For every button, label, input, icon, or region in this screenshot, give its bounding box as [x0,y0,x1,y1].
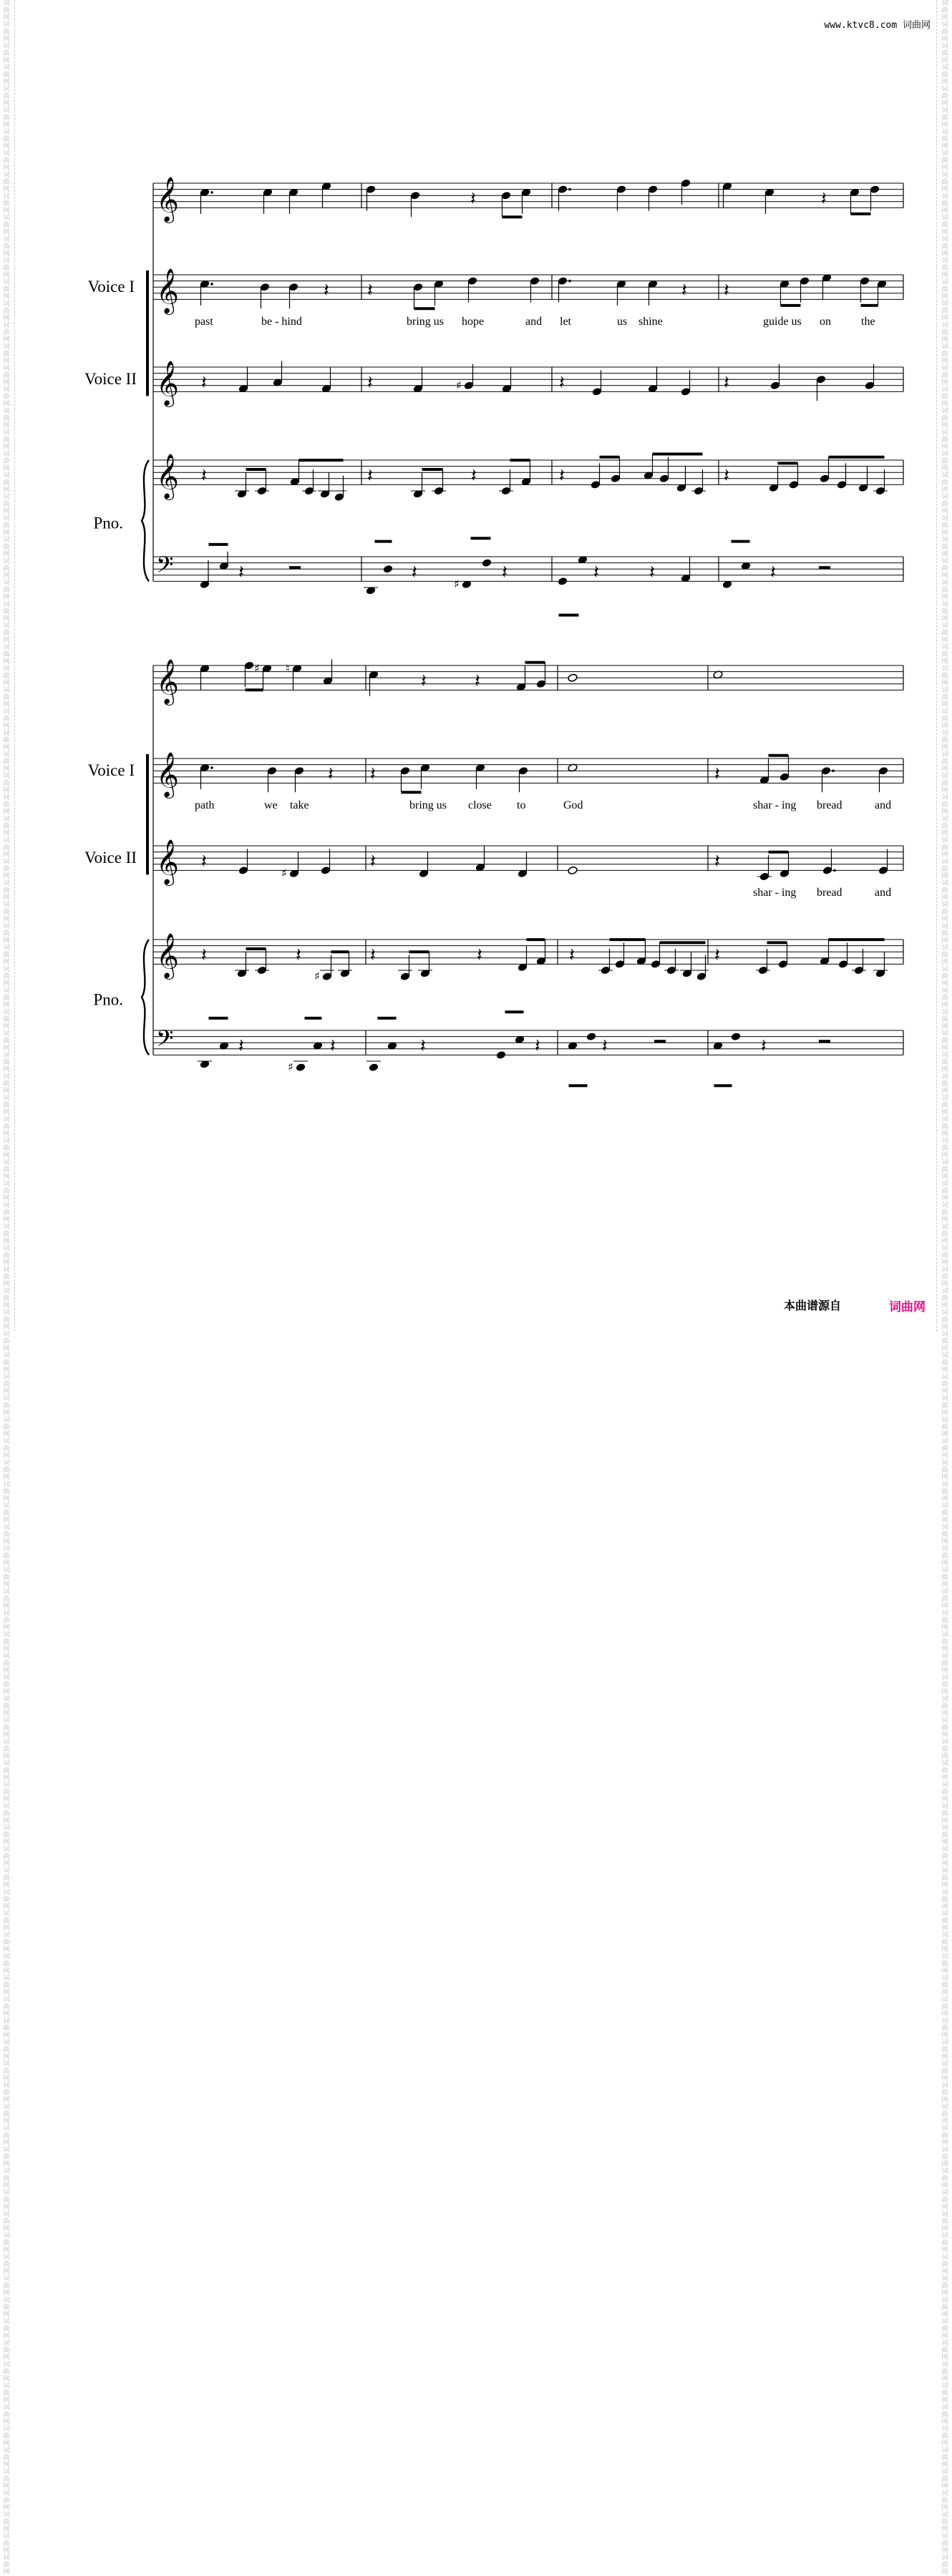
half-rest-icon [819,1040,830,1043]
half-rest-icon [654,1040,666,1043]
dot [210,283,213,286]
voice1-lyric-3: bring us [409,799,447,811]
note-head [731,1032,741,1040]
dot [833,869,836,872]
voice1-lyric-4: close [468,799,492,811]
voice1-lyric-8: bread [817,799,842,811]
voice1-lyric-0: past [195,316,213,328]
left-watermark-strip: 词曲网词曲网词曲网词曲网词曲网词曲网词曲网词曲网词曲网词曲网词曲网词曲网词曲网词曲网词曲网词曲网词曲网词曲网词曲网词曲网词曲网词曲网词曲网词曲网词曲网词曲网词曲网词曲网词曲网词曲网词曲网词曲网词曲网词曲网词曲网词曲网词曲网词曲网词曲网词曲网词曲网词曲网词曲网词曲网词曲网词曲网词曲网词曲网词曲网词曲网词曲网词曲网词曲网词曲网词曲网词曲网词曲网词曲网词曲网词曲网词曲网词曲网词曲网词曲网词曲网词曲网词曲网词曲网词曲网词曲网词曲网词曲网词曲网词曲网词曲网词曲网词曲网词曲网词曲网词曲网词曲网词曲网词曲网词曲网词曲网词曲网词曲网词曲网词曲网词曲网词曲网词曲网词曲网词曲网词曲网词曲网词曲网词曲网词曲网词曲网词曲网词曲网词曲网词曲网词曲网词曲网词曲网词曲网词曲网词曲网词曲网词曲网词曲网词曲网词曲网词曲网词曲网词曲网词曲网词曲网 [3,0,10,2576]
quarter-rest-icon: 𝄽 [370,763,376,785]
quarter-rest-icon: 𝄽 [330,1035,336,1057]
quarter-rest-icon: 𝄽 [201,850,207,872]
treble-clef-icon: 𝄞 [156,751,179,797]
quarter-rest-icon: 𝄽 [602,1035,608,1057]
quarter-rest-icon: 𝄽 [470,187,476,210]
note-head [482,558,492,567]
quarter-rest-icon: 𝄽 [238,1035,244,1057]
voice1-lyric-9: and [875,799,892,811]
quarter-rest-icon: 𝄽 [421,670,427,692]
quarter-rest-icon: 𝄽 [324,279,329,301]
piano-left-staff [153,552,903,583]
quarter-rest-icon: 𝄽 [201,371,207,394]
piano-left-staff [153,1025,903,1057]
quarter-rest-icon: 𝄽 [649,561,655,583]
voice1-lyric-1: be - hind [261,316,302,328]
quarter-rest-icon: 𝄽 [201,944,207,966]
voice1-lyric-7: shine [638,316,663,328]
voice1-lyric-4: and [525,316,543,328]
voice1-staff [153,751,903,799]
quarter-rest-icon: 𝄽 [370,850,376,872]
voice1-lyric-6: God [563,799,583,811]
voice1-staff [153,268,903,315]
voice1-lyric-0: path [195,799,215,811]
voice2-label: Voice II [84,849,137,867]
quarter-rest-icon: 𝄽 [420,1035,426,1057]
voice1-lyric-5: to [517,799,526,811]
melody-staff [153,176,903,223]
quarter-rest-icon: 𝄽 [367,279,373,301]
quarter-rest-icon: 𝄽 [714,850,720,872]
voice1-lyric-9: on [820,316,831,328]
treble-clef-icon: 𝄞 [156,453,179,499]
quarter-rest-icon: 𝄽 [559,371,565,394]
quarter-rest-icon: 𝄽 [714,763,720,785]
quarter-rest-icon: 𝄽 [328,763,334,785]
quarter-rest-icon: 𝄽 [477,944,482,966]
quarter-rest-icon: 𝄽 [412,561,417,583]
treble-clef-icon: 𝄞 [156,932,179,978]
voice2-label: Voice II [84,370,137,388]
quarter-rest-icon: 𝄽 [471,464,477,487]
voice1-lyric-10: the [861,316,875,328]
quarter-rest-icon: 𝄽 [724,371,729,394]
voice2-lyric-2: and [875,887,892,899]
sharp-icon: ♯ [454,577,460,591]
voice1-lyric-5: let [560,316,571,328]
note-head [568,673,578,682]
piano-brace [142,460,149,581]
quarter-rest-icon: 𝄽 [367,371,373,394]
footer-brand: 词曲网 [889,1300,926,1314]
sharp-icon: ♯ [314,969,320,983]
piano-label: Pno. [93,990,123,1009]
sharp-icon: ♯ [254,661,260,675]
note-head [383,565,393,573]
quarter-rest-icon: 𝄽 [559,464,565,487]
voice1-label: Voice I [87,761,135,779]
voice2-lyric-0: shar - ing [753,887,797,899]
natural-icon: ♮ [286,661,290,675]
voice1-lyric-6: us [617,316,628,328]
quarter-rest-icon: 𝄽 [761,1035,767,1057]
quarter-rest-icon: 𝄽 [201,464,207,487]
quarter-rest-icon: 𝄽 [296,944,301,966]
voice2-staff [153,360,903,407]
treble-clef-icon: 𝄞 [156,839,179,884]
quarter-rest-icon: 𝄽 [238,561,244,583]
voice1-lyric-1: we [264,799,278,811]
note-head [586,1032,596,1040]
piano-label: Pno. [93,514,123,532]
quarter-rest-icon: 𝄽 [681,279,687,301]
voice2-staff [153,839,903,886]
quarter-rest-icon: 𝄽 [502,561,507,583]
treble-clef-icon: 𝄞 [156,360,179,406]
dot [832,769,835,772]
half-rest-icon [289,566,301,569]
voice1-lyric-7: shar - ing [753,799,797,811]
quarter-rest-icon: 𝄽 [724,464,729,487]
sharp-icon: ♯ [456,378,462,392]
voice1-lyric-2: take [290,799,309,811]
dot [568,188,571,191]
piano-brace [142,940,149,1055]
note-head [496,1050,506,1059]
system-1 [84,176,903,615]
note-head [568,866,578,874]
voice1-lyric-8: guide us [763,316,802,328]
treble-clef-icon: 𝄞 [156,176,179,222]
dot [210,766,213,769]
note-head [296,1063,306,1071]
voice1-label: Voice I [87,278,135,296]
system-2 [84,658,903,1085]
quarter-rest-icon: 𝄽 [724,279,729,301]
quarter-rest-icon: 𝄽 [535,1035,540,1057]
voice1-lyric-3: hope [462,316,485,328]
quarter-rest-icon: 𝄽 [370,944,376,966]
quarter-rest-icon: 𝄽 [475,670,480,692]
dot [568,280,571,283]
quarter-rest-icon: 𝄽 [714,944,720,966]
quarter-rest-icon: 𝄽 [770,561,776,583]
site-header: www.ktvc8.com 词曲网 [824,20,931,31]
quarter-rest-icon: 𝄽 [821,187,827,210]
note-head [369,1063,379,1071]
note-head [558,577,568,585]
right-watermark-strip: 词曲网词曲网词曲网词曲网词曲网词曲网词曲网词曲网词曲网词曲网词曲网词曲网词曲网词曲网词曲网词曲网词曲网词曲网词曲网词曲网词曲网词曲网词曲网词曲网词曲网词曲网词曲网词曲网词曲网词曲网词曲网词曲网词曲网词曲网词曲网词曲网词曲网词曲网词曲网词曲网词曲网词曲网词曲网词曲网词曲网词曲网词曲网词曲网词曲网词曲网词曲网词曲网词曲网词曲网词曲网词曲网词曲网词曲网词曲网词曲网词曲网词曲网词曲网词曲网词曲网词曲网词曲网词曲网词曲网词曲网词曲网词曲网词曲网词曲网词曲网词曲网词曲网词曲网词曲网词曲网词曲网词曲网词曲网词曲网词曲网词曲网词曲网词曲网词曲网词曲网词曲网词曲网词曲网词曲网词曲网词曲网词曲网词曲网词曲网词曲网词曲网词曲网词曲网词曲网词曲网词曲网词曲网词曲网词曲网词曲网词曲网词曲网词曲网词曲网词曲网词曲网词曲网词曲网词曲网词曲网 [941,0,948,2576]
treble-clef-icon: 𝄞 [156,658,179,704]
half-rest-icon [819,566,830,569]
voice2-lyric-1: bread [817,887,842,899]
quarter-rest-icon: 𝄽 [569,944,575,966]
bass-clef-icon: 𝄢 [156,1025,174,1057]
sharp-icon: ♯ [288,1060,293,1074]
quarter-rest-icon: 𝄽 [593,561,599,583]
voice1-lyric-2: bring us [407,316,444,328]
quarter-rest-icon: 𝄽 [367,464,373,487]
dot [210,191,213,194]
footer-source-label: 本曲谱源自 [784,1299,842,1312]
bass-clef-icon: 𝄢 [156,551,174,583]
sharp-icon: ♯ [281,866,287,880]
treble-clef-icon: 𝄞 [156,268,179,313]
